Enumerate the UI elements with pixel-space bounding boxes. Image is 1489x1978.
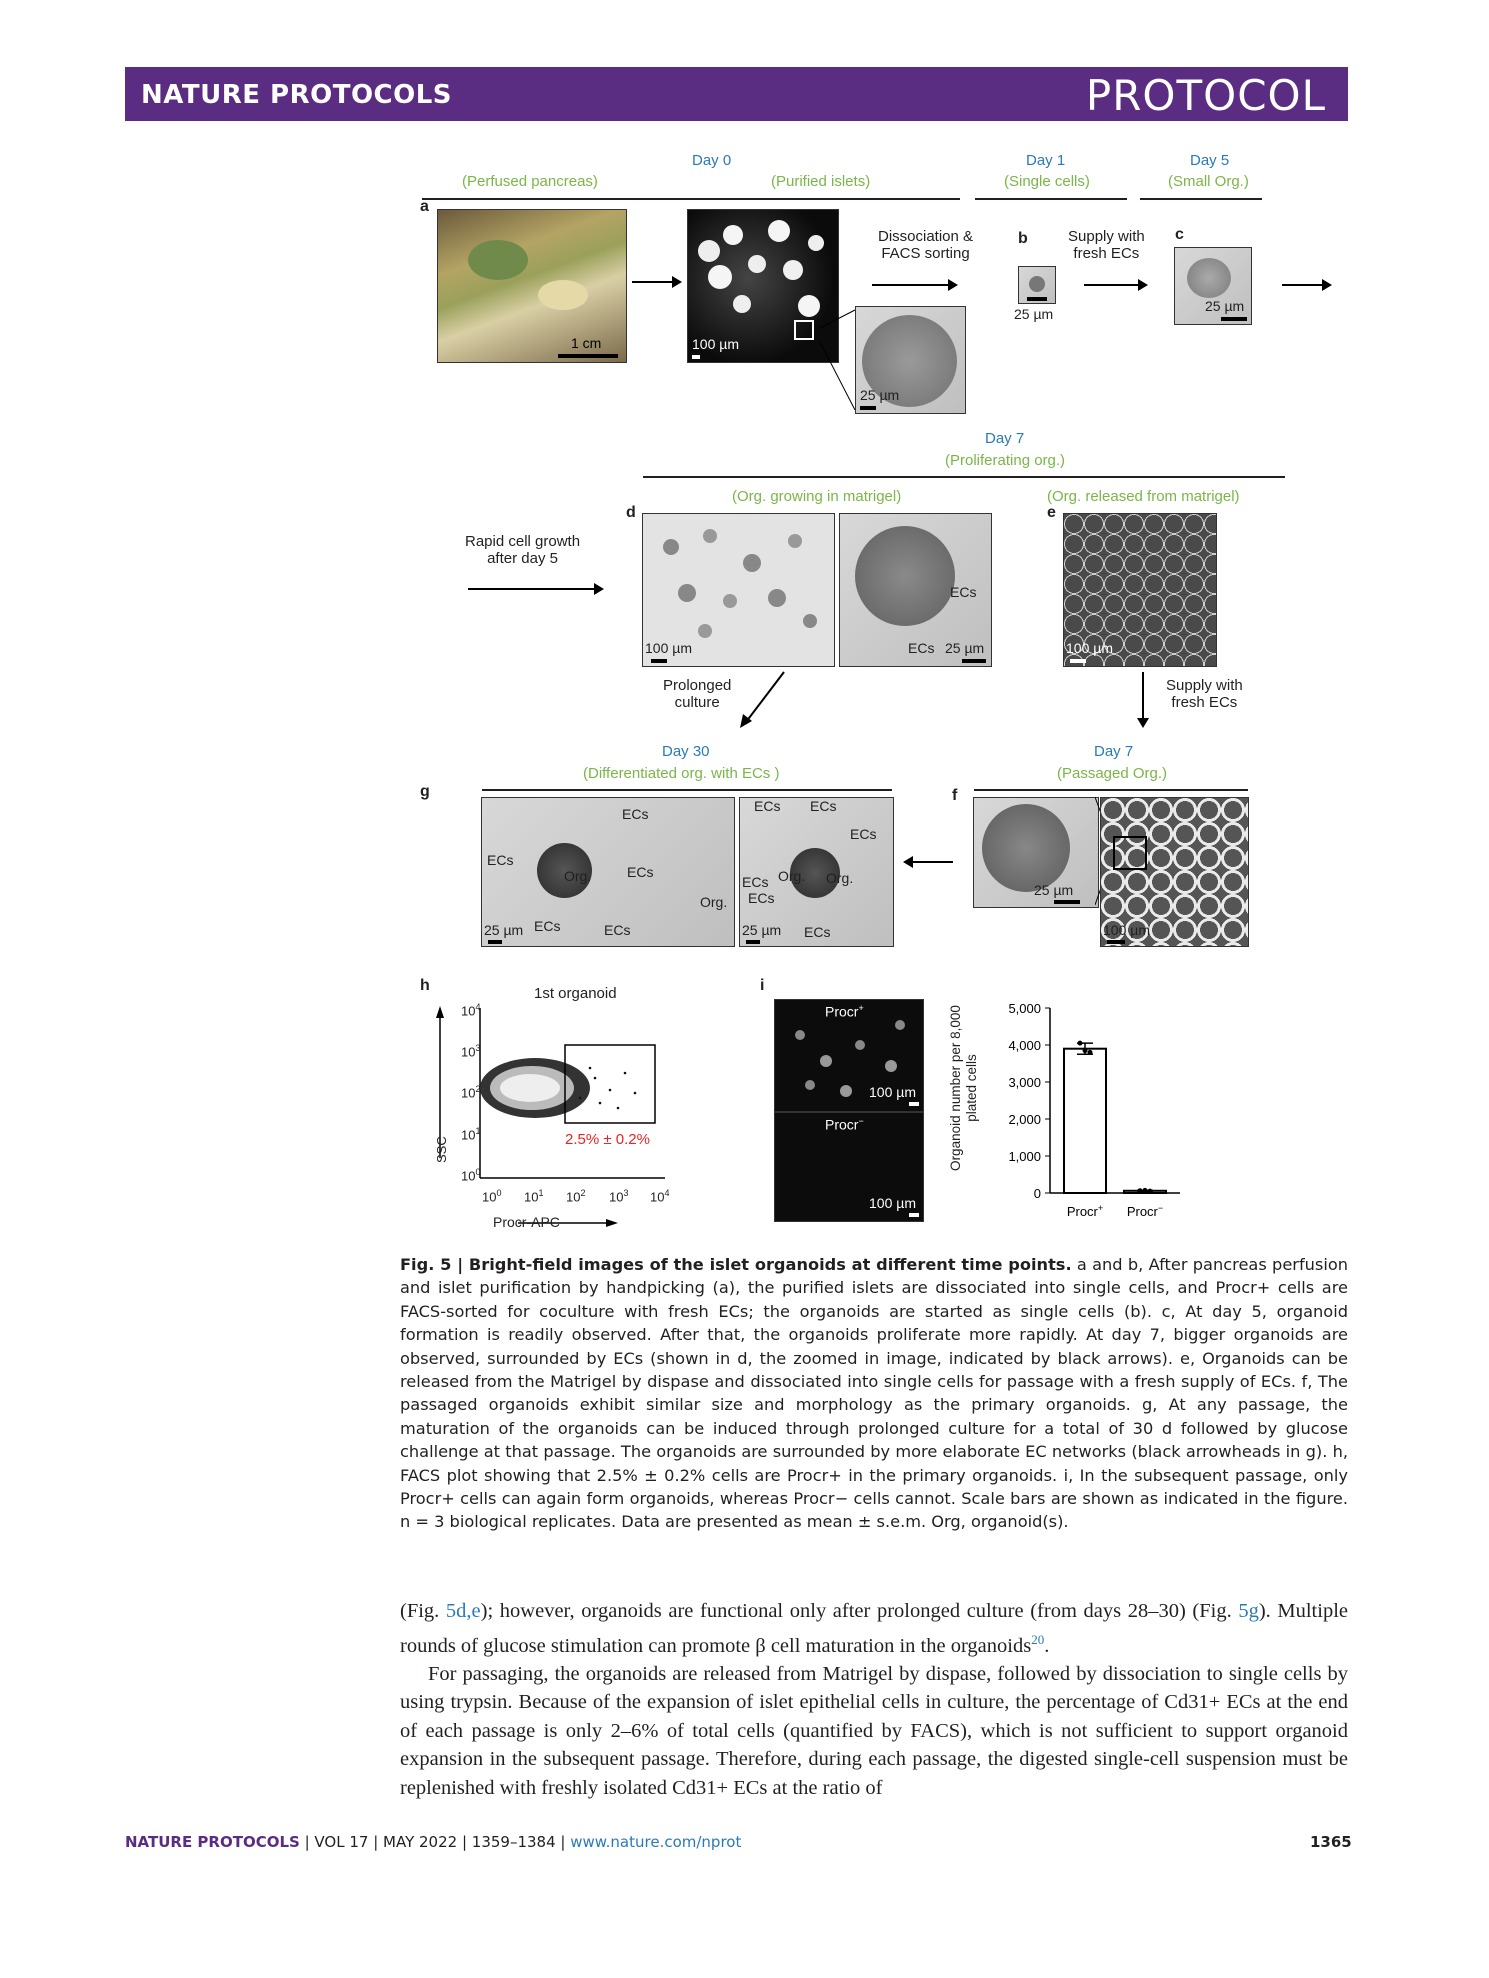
arrow-left-icon	[903, 855, 953, 869]
arrow-right-icon	[468, 582, 604, 596]
data-point	[1143, 1188, 1148, 1193]
facs-xlabel: Procr-APC	[493, 1214, 560, 1230]
bar	[1064, 1049, 1106, 1193]
body-text	[400, 1597, 1348, 1802]
ecs-label: ECs	[810, 798, 837, 814]
supply-line1: Supply with	[1068, 228, 1145, 245]
panel-h-label: h	[420, 977, 430, 994]
paragraph-1: (Fig. 5d,e); however, organoids are functional only after prolonged culture (from days 28–30) (Fig. 5g). Multiple rounds of glucose stimulation can promote β cell maturation in the organoids$^{20}$.	[400, 1600, 1348, 1657]
x-tick-label: Procr−	[1126, 1203, 1164, 1219]
xtick: $10^2$	[566, 1188, 586, 1205]
ecs-label: ECs	[950, 584, 977, 600]
y-tick-label: 4,000	[1008, 1038, 1041, 1053]
divider	[1140, 198, 1262, 200]
xtick: $10^4$	[650, 1188, 670, 1205]
data-point	[1083, 1048, 1088, 1053]
dissociation-line2: FACS sorting	[881, 245, 970, 262]
org-label: Org.	[826, 870, 854, 886]
perfused-label: (Perfused pancreas)	[462, 173, 598, 190]
article-type: PROTOCOL	[1085, 71, 1326, 120]
scale-bar	[962, 659, 986, 663]
rapid-text	[465, 533, 580, 567]
scale-bar	[746, 940, 760, 944]
fig-link[interactable]: 5d,e	[445, 1600, 481, 1622]
divider	[975, 198, 1127, 200]
scale-bar	[651, 659, 667, 663]
page-number: 1365	[1310, 1833, 1352, 1851]
journal-banner	[125, 67, 1348, 121]
ecs-label: ECs	[534, 918, 561, 934]
panel-g-label: g	[420, 783, 430, 800]
ecs-label: ECs	[487, 852, 514, 868]
divider	[643, 476, 1285, 478]
scale-bar	[1054, 900, 1080, 904]
scale-label: 25 µm	[1034, 882, 1074, 898]
fig-link[interactable]: 5g	[1238, 1600, 1259, 1622]
day5-label: Day 5	[1190, 152, 1230, 169]
scale-bar	[1107, 940, 1125, 944]
rapid-line1: Rapid cell growth	[465, 533, 581, 550]
scale-label: 25 µm	[860, 387, 900, 403]
arrow-right-icon	[1282, 278, 1332, 292]
scale-label: 100 µm	[645, 640, 692, 656]
facs-gate-percent: 2.5% ± 0.2%	[565, 1131, 650, 1148]
ytick: $10^2$	[461, 1084, 481, 1101]
procr-positive-image	[774, 999, 924, 1112]
scale-bar	[488, 940, 502, 944]
scale-bar	[558, 354, 618, 358]
supply-e-line2: fresh ECs	[1171, 694, 1238, 711]
scale-label: 100 µm	[692, 336, 739, 352]
small-organoid-image	[1174, 247, 1252, 325]
matrigel-organoids-image	[642, 513, 835, 667]
procr-negative-label: Procr−	[825, 1116, 864, 1133]
differentiated-organoid-image-2	[739, 797, 894, 947]
y-tick-label: 2,000	[1008, 1112, 1041, 1127]
passaged-organoid-image	[973, 797, 1099, 908]
prolonged-line1: Prolonged	[663, 677, 732, 694]
panel-d-label: d	[626, 504, 636, 521]
scale-bar	[860, 406, 876, 410]
scale-label: 25 µm	[742, 922, 782, 938]
supply-line2: fresh ECs	[1073, 245, 1140, 262]
org-label: Org.	[564, 868, 592, 884]
single-cell-image	[1018, 266, 1056, 304]
ref-link[interactable]: 20	[1031, 1631, 1045, 1647]
x-tick-label: Procr+	[1066, 1203, 1104, 1219]
footer-info: | VOL 17 | MAY 2022 | 1359–1384 |	[299, 1833, 571, 1851]
ecs-label: ECs	[742, 874, 769, 890]
scale-label: 100 µm	[869, 1195, 916, 1211]
differentiated-organoid-image-1	[481, 797, 735, 947]
arrow-down-left-icon	[738, 670, 788, 730]
scale-bar	[1027, 297, 1047, 301]
proliferating-label: (Proliferating org.)	[945, 452, 1066, 469]
arrow-right-icon	[872, 278, 958, 292]
passaged-label: (Passaged Org.)	[1057, 765, 1168, 782]
data-point	[1088, 1050, 1093, 1055]
scale-label: 25 µm	[945, 640, 985, 656]
scale-bar	[692, 355, 700, 359]
panel-f-label: f	[952, 787, 958, 804]
org-label: Org.	[778, 868, 806, 884]
pancreas-image	[437, 209, 627, 363]
scale-label: 25 µm	[484, 922, 524, 938]
data-point	[1078, 1041, 1083, 1046]
ytick: $10^4$	[461, 1002, 481, 1019]
figure-caption	[400, 1253, 1348, 1534]
divider	[422, 198, 960, 200]
divider	[974, 789, 1248, 791]
divider	[482, 789, 892, 791]
arrow-right-icon	[632, 275, 682, 289]
facs-title: 1st organoid	[534, 985, 617, 1002]
arrow-right-icon	[1084, 278, 1148, 292]
footer	[125, 1833, 741, 1851]
paragraph-2: For passaging, the organoids are released from Matrigel by dispase, followed by dissociation to single cells by using trypsin. Because of the expansion of islet epithelial cells in culture, the percentage of Cd31+ ECs at the end of each passage is only 2–6% of total cells (quantified by FACS), which is not sufficient to support organoid expansion in the subsequent passage. Therefore, during each passage, the digested single-cell suspension must be replenished with freshly isolated Cd31+ ECs at the ratio of	[400, 1662, 1348, 1799]
ecs-label: ECs	[604, 922, 631, 938]
xtick: $10^0$	[482, 1188, 502, 1205]
y-tick-label: 5,000	[1008, 1001, 1041, 1016]
ecs-label: ECs	[908, 640, 935, 656]
xtick: $10^3$	[609, 1188, 629, 1205]
panel-i-label: i	[760, 977, 765, 994]
y-tick-label: 3,000	[1008, 1075, 1041, 1090]
scale-label: 1 cm	[571, 335, 602, 351]
footer-url[interactable]: www.nature.com/nprot	[570, 1833, 742, 1851]
scale-label: 100 µm	[1103, 922, 1150, 938]
scale-label: 25 µm	[1205, 298, 1245, 314]
ecs-label: ECs	[748, 890, 775, 906]
day30-label: Day 30	[662, 743, 710, 760]
panel-c-label: c	[1175, 226, 1184, 243]
ecs-label: ECs	[622, 806, 649, 822]
panel-e-label: e	[1047, 504, 1056, 521]
day1-label: Day 1	[1026, 152, 1066, 169]
org-label: Org.	[700, 894, 728, 910]
scale-bar	[1221, 317, 1247, 321]
y-tick-label: 1,000	[1008, 1149, 1041, 1164]
bar-chart	[990, 998, 1190, 1238]
day0-label: Day 0	[692, 152, 732, 169]
islet-zoom-image	[855, 306, 966, 414]
procr-positive-label: Procr+	[825, 1003, 864, 1020]
panel-b-label: b	[1018, 230, 1028, 247]
day7b-label: Day 7	[1094, 743, 1134, 760]
panel-a-label: a	[420, 198, 429, 215]
ecs-label: ECs	[627, 864, 654, 880]
released-organoids-image	[1063, 513, 1217, 667]
caption-lead: Fig. 5 | Bright-field images of the islet organoids at different time points.	[400, 1255, 1072, 1274]
scale-bar	[1070, 659, 1086, 663]
ecs-label: ECs	[754, 798, 781, 814]
scale-bar	[909, 1102, 919, 1106]
scale-bar	[909, 1213, 919, 1217]
scale-label: 25 µm	[1014, 306, 1054, 322]
caption-text: a and b, After pancreas perfusion and islet purification by handpicking (a), the purified islets are dissociated into single cells, and Procr+ cells are FACS-sorted for coculture with fresh ECs; the organoids are started as single cells (b). c, At day 5, organoid formation is readily observed. After that, the organoids proliferate more rapidly. At day 7, bigger organoids are observed, surrounded by ECs (shown in d, the zoomed in image, indicated by black arrows). e, Organoids can be released from the Matrigel by dispase and dissociated into single cells for passage with a fresh supply of ECs. f, The passaged organoids exhibit similar size and morphology as the primary organoids. g, At any passage, the maturation of the organoids can be induced through prolonged culture for a total of 30 d followed by glucose challenge at that passage. The organoids are surrounded by more elaborate EC networks (black arrowheads in g). h, FACS plot showing that 2.5% ± 0.2% cells are Procr+ in the primary organoids. i, In the subsequent passage, only Procr+ cells can again form organoids, whereas Procr− cells cannot. Scale bars are shown as indicated in the figure. n = 3 biological replicates. Data are presented as mean ± s.e.m. Org, organoid(s).	[400, 1255, 1348, 1532]
small-label: (Small Org.)	[1168, 173, 1249, 190]
ytick: $10^3$	[461, 1043, 481, 1060]
day7-label: Day 7	[985, 430, 1025, 447]
scale-label: 100 µm	[869, 1084, 916, 1100]
organoid-ecs-image	[839, 513, 992, 667]
journal-name: NATURE PROTOCOLS	[141, 80, 453, 110]
single-label: (Single cells)	[1004, 173, 1090, 190]
ytick: $10^0$	[461, 1167, 481, 1184]
ecs-label: ECs	[850, 826, 877, 842]
chart-ylabel: Organoid number per 8,000 plated cells	[948, 1005, 979, 1171]
growing-label: (Org. growing in matrigel)	[732, 488, 902, 505]
prolonged-line2: culture	[674, 694, 720, 711]
passaged-organoids-overview-image	[1100, 797, 1249, 947]
y-tick-label: 0	[1033, 1186, 1041, 1201]
differentiated-label: (Differentiated org. with ECs )	[583, 765, 780, 782]
scale-label: 100 µm	[1066, 640, 1113, 656]
rapid-line2: after day 5	[487, 550, 558, 567]
supply-text	[1068, 228, 1145, 262]
ecs-label: ECs	[804, 924, 831, 940]
dissociation-line1: Dissociation &	[878, 228, 974, 245]
ytick: $10^1$	[461, 1126, 481, 1143]
xtick: $10^1$	[524, 1188, 544, 1205]
facs-ylabel: SSC	[434, 1136, 449, 1163]
dissociation-text	[878, 228, 973, 262]
supply-e-text	[1166, 677, 1243, 711]
zoom-connector	[800, 300, 860, 420]
footer-journal: NATURE PROTOCOLS	[125, 1833, 300, 1851]
supply-e-line1: Supply with	[1166, 677, 1243, 694]
released-label: (Org. released from matrigel)	[1047, 488, 1240, 505]
arrow-down-icon	[1136, 672, 1150, 728]
purified-label: (Purified islets)	[771, 173, 871, 190]
prolonged-text	[663, 677, 731, 711]
procr-negative-image	[774, 1112, 924, 1222]
